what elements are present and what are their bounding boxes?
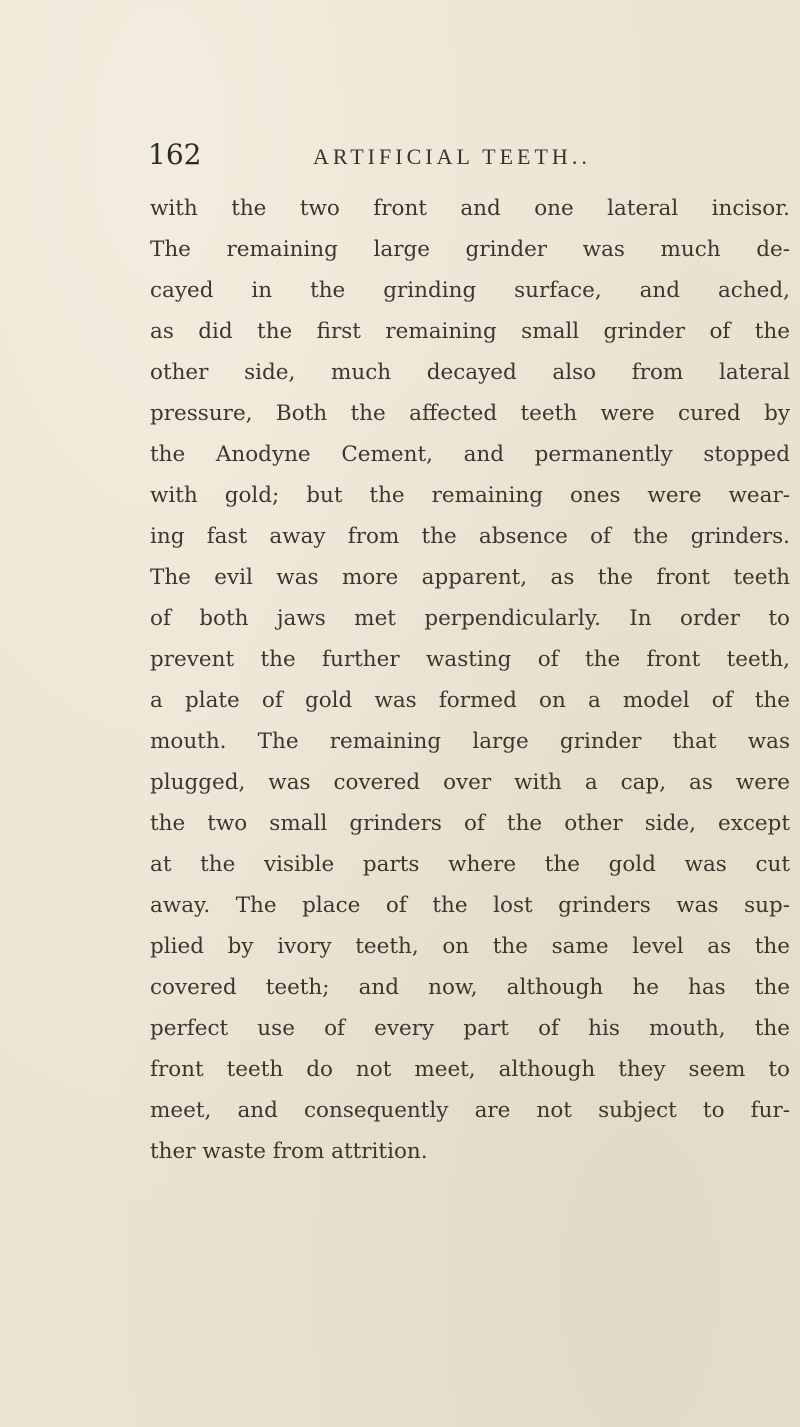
text-line: front teeth do not meet, although they seem to: [150, 1057, 790, 1082]
text-line-last: ther waste from attrition.: [150, 1139, 428, 1164]
text-line: with gold; but the remaining ones were wear-: [150, 483, 790, 508]
text-line: the Anodyne Cement, and permanently stopped: [150, 442, 790, 467]
text-line: other side, much decayed also from lateral: [150, 360, 790, 385]
text-line: ing fast away from the absence of the grinders.: [150, 524, 790, 549]
text-line: a plate of gold was formed on a model of the: [150, 688, 790, 713]
text-line: The remaining large grinder was much de-: [150, 237, 790, 262]
text-line: away. The place of the lost grinders was sup-: [150, 893, 790, 918]
text-line: cayed in the grinding surface, and ached,: [150, 278, 790, 303]
text-line: plugged, was covered over with a cap, as were: [150, 770, 790, 795]
text-line: covered teeth; and now, although he has the: [150, 975, 790, 1000]
text-line: perfect use of every part of his mouth, the: [150, 1016, 790, 1041]
page-number: 162: [148, 138, 202, 171]
text-line: the two small grinders of the other side, except: [150, 811, 790, 836]
text-line: meet, and consequently are not subject to fur-: [150, 1098, 790, 1123]
text-line: at the visible parts where the gold was cut: [150, 852, 790, 877]
text-line: The evil was more apparent, as the front teeth: [150, 565, 790, 590]
text-line: plied by ivory teeth, on the same level as the: [150, 934, 790, 959]
text-line: pressure, Both the affected teeth were cured by: [150, 401, 790, 426]
text-line: prevent the further wasting of the front teeth,: [150, 647, 790, 672]
running-title: ARTIFICIAL TEETH..: [313, 144, 591, 169]
text-line: mouth. The remaining large grinder that was: [150, 729, 790, 754]
text-line: as did the first remaining small grinder of the: [150, 319, 790, 344]
running-head: [148, 138, 788, 178]
text-line: of both jaws met perpendicularly. In order to: [150, 606, 790, 631]
body-text: [150, 188, 790, 1172]
text-line: with the two front and one lateral incisor.: [150, 196, 790, 221]
